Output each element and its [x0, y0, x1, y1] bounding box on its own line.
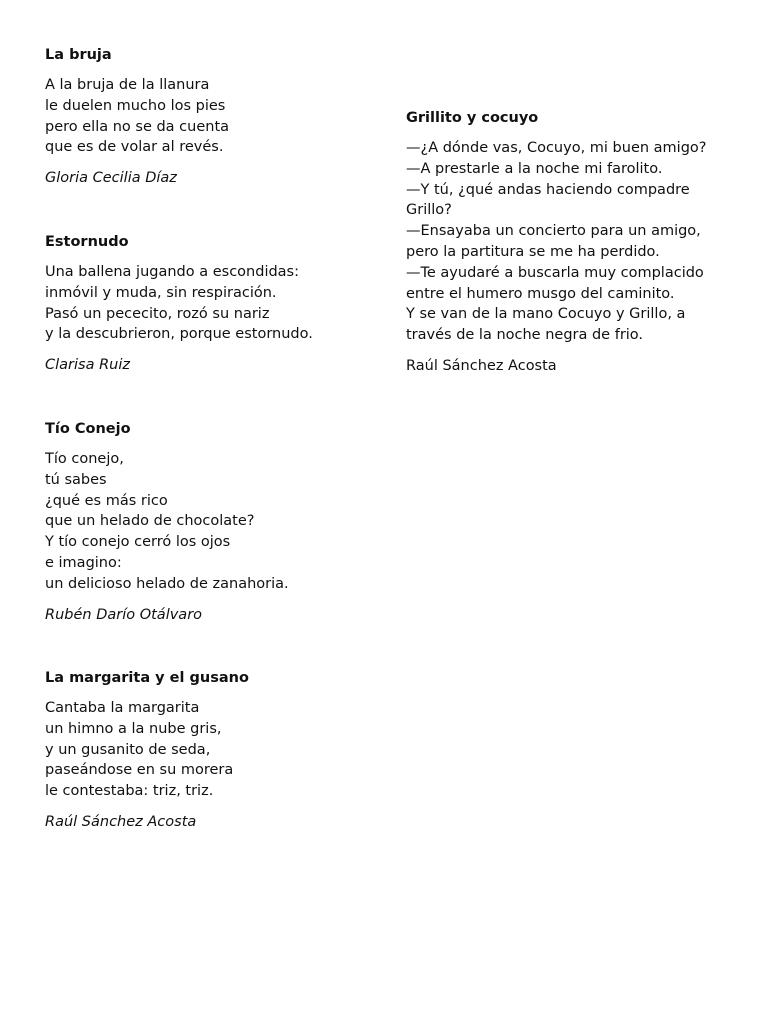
verse-line: Pasó un pececito, rozó su nariz — [45, 305, 270, 322]
verse-line: entre el humero musgo del caminito. — [406, 285, 675, 302]
verse-line: —Y tú, ¿qué andas haciendo compadre — [406, 181, 690, 198]
verse-line: —¿A dónde vas, Cocuyo, mi buen amigo? — [406, 140, 707, 156]
verse-line: —A prestarle a la noche mi farolito. — [406, 160, 663, 177]
verse-line: Grillo? — [406, 202, 452, 219]
poem-estornudo — [45, 232, 313, 376]
poem-la-bruja — [45, 45, 229, 189]
verse-line: que es de volar al revés. — [45, 139, 224, 156]
verse-line: Y tío conejo cerró los ojos — [45, 534, 231, 551]
verse-line: y la descubrieron, porque estornudo. — [45, 326, 313, 343]
verse-line: ¿qué es más rico — [45, 492, 168, 509]
poem-author: Rubén Darío Otálvaro — [45, 606, 203, 623]
verse-line: que un helado de chocolate? — [45, 513, 255, 530]
poem-verses — [406, 138, 706, 346]
poem-title: Tío Conejo — [45, 421, 131, 437]
verse-line: pero ella no se da cuenta — [45, 118, 230, 135]
verse-line: través de la noche negra de frio. — [406, 327, 644, 344]
poem-verses — [45, 75, 229, 158]
poem-grillito-y-cocuyo — [406, 108, 706, 377]
verse-line: Cantaba la margarita — [45, 700, 200, 716]
poem-title: La margarita y el gusano — [45, 670, 249, 686]
poem-author: Raúl Sánchez Acosta — [45, 813, 197, 830]
poem-title: Estornudo — [45, 234, 129, 250]
verse-line: e imagino: — [45, 554, 122, 571]
verse-line: pero la partitura se me ha perdido. — [406, 243, 660, 260]
verse-line: A la bruja de la llanura — [45, 77, 210, 93]
verse-line: le contestaba: triz, triz. — [45, 783, 214, 800]
verse-line: Una ballena jugando a escondidas: — [45, 264, 299, 280]
verse-line: paseándose en su morera — [45, 762, 234, 779]
verse-line: le duelen mucho los pies — [45, 97, 226, 114]
verse-line: Tío conejo, — [45, 451, 124, 467]
poem-la-margarita-y-el-gusano — [45, 668, 249, 833]
verse-line: un delicioso helado de zanahoria. — [45, 575, 289, 592]
verse-line: Y se van de la mano Cocuyo y Grillo, a — [406, 306, 686, 323]
verse-line: tú sabes — [45, 471, 107, 488]
poem-tio-conejo — [45, 419, 289, 625]
verse-line: —Ensayaba un concierto para un amigo, — [406, 223, 701, 240]
poem-verses — [45, 449, 289, 595]
verse-line: —Te ayudaré a buscarla muy complacido — [406, 264, 704, 281]
poem-verses — [45, 262, 313, 345]
poem-title: Grillito y cocuyo — [406, 110, 539, 126]
verse-line: un himno a la nube gris, — [45, 720, 222, 737]
poem-author: Raúl Sánchez Acosta — [406, 357, 557, 374]
verse-line: y un gusanito de seda, — [45, 741, 211, 758]
poem-author: Clarisa Ruiz — [45, 357, 130, 374]
poem-verses — [45, 698, 249, 802]
poem-author: Gloria Cecilia Díaz — [45, 170, 177, 187]
verse-line: inmóvil y muda, sin respiración. — [45, 284, 277, 301]
poem-title: La bruja — [45, 47, 112, 63]
